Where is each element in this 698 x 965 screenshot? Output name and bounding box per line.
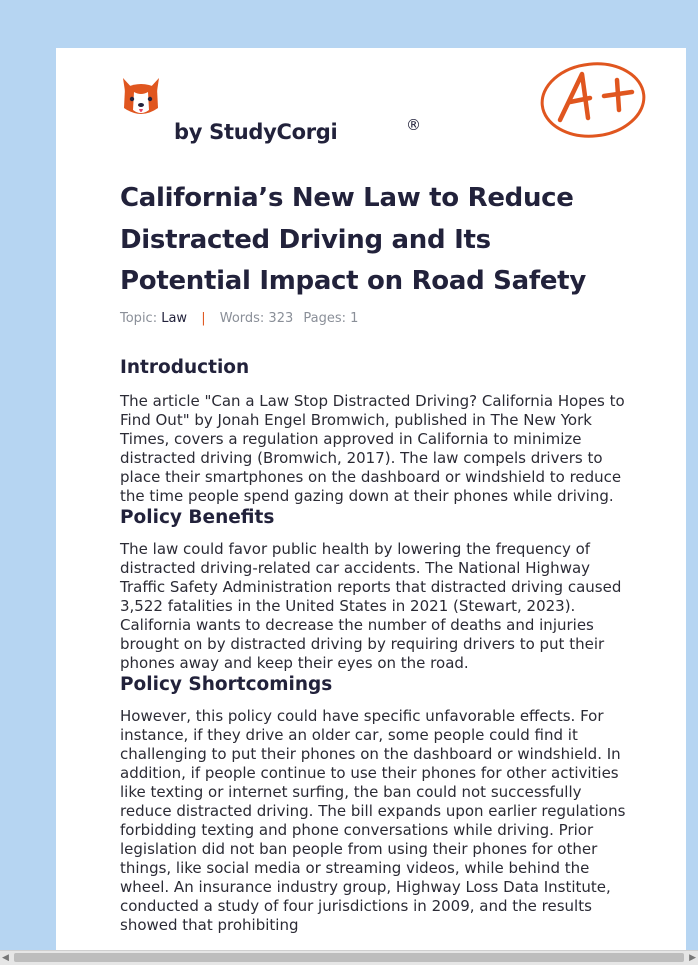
page-count: Pages: 1 [303, 311, 359, 326]
document-page [56, 48, 686, 950]
grade-text: A+ [538, 58, 540, 59]
topic-label: Topic: [120, 311, 158, 326]
page-title: California’s New Law to Reduce Distracted Driving and Its Potential Impact on Road Safety [120, 183, 586, 296]
registered-mark: ® [406, 116, 421, 134]
section-heading-introduction: Introduction [120, 357, 250, 378]
essay-content [120, 356, 632, 935]
document-meta [120, 311, 358, 326]
corgi-icon [120, 74, 162, 122]
section-body-introduction: The article "Can a Law Stop Distracted Driving? California Hopes to Find Out" by Jonah Engel Bromwich, published in The New York Times, covers a regulation approved in California to minimize distracted driving (Bromwich, 2017). The law compels drivers to place their smartphones on the dashboard or windshield to reduce the time people spend gazing down at their phones while driving. [120, 392, 625, 505]
word-count: Words: 323 [219, 311, 294, 326]
topic-link[interactable]: Law [161, 311, 188, 326]
a-plus-grade-badge [538, 58, 648, 140]
brand-name: by StudyCorgi [174, 120, 338, 144]
section-heading-policy-shortcomings: Policy Shortcomings [120, 674, 333, 695]
horizontal-scrollbar[interactable] [0, 950, 698, 965]
meta-separator: | [201, 311, 206, 326]
section-body-policy-benefits: The law could favor public health by lowering the frequency of distracted driving-related car accidents. The National Highway Traffic Safety Administration reports that distracted driving caused 3,522 fatalities in the United States in 2021 (Stewart, 2023). California wants to decrease the number of deaths and injuries brought on by distracted driving by requiring drivers to put their phones away and keep their eyes on the road. [120, 540, 622, 672]
scroll-right-icon[interactable]: ▶ [689, 953, 696, 963]
section-body-policy-shortcomings: However, this policy could have specific unfavorable effects. For instance, if they drive an older car, some people could find it challenging to put their phones on the dashboard or windshield. In addition, if people continue to use their phones for other activities like texting or internet surfing, the ban could not successfully reduce distracted driving. The bill expands upon earlier regulations forbidding texting and phone conversations while driving. Prior legislation did not ban people from using their phones for other things, like social media or streaming videos, while behind the wheel. An insurance industry group, Highway Loss Data Institute, conducted a study of four jurisdictions in 2009, and the results showed that prohibiting [120, 707, 626, 934]
section-heading-policy-benefits: Policy Benefits [120, 507, 275, 528]
scroll-left-icon[interactable]: ◀ [2, 953, 9, 963]
scrollbar-thumb[interactable] [14, 953, 684, 962]
